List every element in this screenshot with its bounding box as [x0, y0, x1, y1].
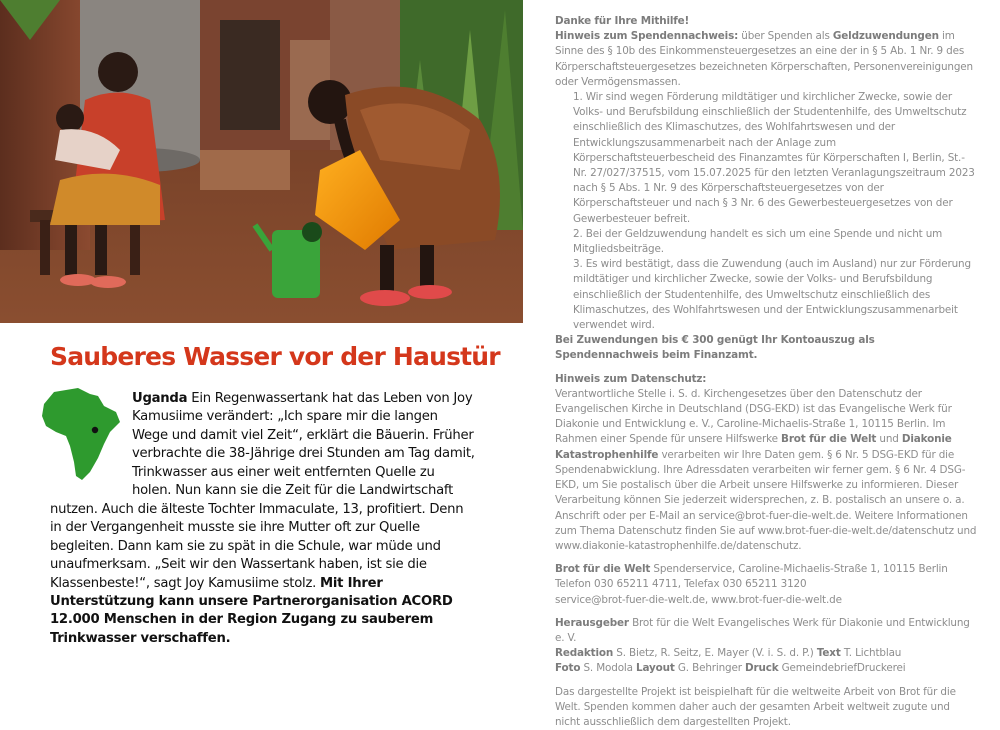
- headline: Sauberes Wasser vor der Haustür: [50, 342, 500, 371]
- service-web: service@brot-fuer-die-welt.de, www.brot-fuer-die-welt.de: [555, 593, 842, 606]
- privacy-text-1: Verantwortliche Stelle i. S. d. Kirchengesetzes über den Datenschutz der Evangelischen Kirche in Deutschland (DSG-EKD) ist das Evangelische Werk für Diakonie und Entwicklung e. V., Caroline-Michaelis-Straße 1, 10115 Berlin. Im Rahmen einer Spende für unsere Hilfswerke: [555, 387, 952, 446]
- privacy-bold-1: Brot für die Welt: [781, 433, 877, 446]
- photo-text: S. Modola: [583, 662, 633, 675]
- publisher-line: [555, 616, 977, 646]
- service-address: [555, 562, 977, 577]
- privacy-bold-2: Diakonie Katastrophenhilfe: [555, 433, 952, 461]
- service-bold: Brot für die Welt: [555, 563, 651, 576]
- donation-item-3: 3. Es wird bestätigt, dass die Zuwendung (auch im Ausland) nur zur Förderung mildtätiger und kirchlicher Zwecke, sowie der Volks- und Berufsbildung einschließlich der Studentenhilfe, des Umweltschutz einschließlich des Klimaschutzes, des Wohlfahrtswesen und der Entwicklungszusammenarbeit verwendet wird.: [573, 258, 971, 332]
- privacy-note: [555, 387, 977, 554]
- donation-item-1: 1. Wir sind wegen Förderung mildtätiger und kirchlicher Zwecke, sowie der Volks- und Berufsbildung einschließlich der Studentenhilfe, des Umweltschutz einschließlich des Klimaschutzes, des Wohlfahrtswesen und der Entwicklungszusammenarbeit nach der Anlage zum Körperschaftsteuerbescheid des Finanzamtes für Körperschaften I, Berlin, St.-Nr. 27/027/37515, vom 15.07.2025 für den letzten Veranlagungszeitraum 2023 nach § 5 Abs. 1 Nr. 9 des Körperschaftsteuergesetzes von der Körperschaftsteuer und nach § 3 Nr. 6 des Gewerbesteuergesetzes von der Gewerbesteuer befreit.: [573, 91, 975, 225]
- editor-line: [555, 646, 977, 661]
- story-body: Ein Regenwassertank hat das Leben von Joy Kamusiime verändert: „Ich spare mir die langen Wege und damit viel Zeit“, erklärt die Bäuerin. Früher verbrachte die 38-Jährige drei Stunden am Tag damit, Trinkwasser aus einer weit entfernten Quelle zu holen. Nun kann sie die Zeit für die Landwirtschaft nutzen. Auch die älteste Tochter Immaculate, 13, profitiert. Denn in der Vergangenheit musste sie ihre Mutter oft zur Quelle begleiten. Dann kam sie zu spät in die Schule, war müde und unaufmerksam. „Seit wir den Wassertank haben, ist sie die Klassenbeste!“, sagt Joy Kamusiime stolz.: [50, 391, 475, 591]
- kontoauszug-note: Bei Zuwendungen bis € 300 genügt Ihr Kontoauszug als Spendennachweis beim Finanzamt.: [555, 334, 875, 362]
- privacy-and: und: [879, 433, 899, 446]
- donation-text-2: im Sinne des § 10b des Einkommensteuergesetzes an eine der in § 5 Ab. 1 Nr. 9 des Körperschaftsteuergesetzes bezeichneten Körperschaften, Personenvereinigungen oder Vermögensmassen.: [555, 30, 973, 88]
- donation-text-1: über Spenden als: [741, 30, 830, 43]
- thanks-heading: Danke für Ihre Mithilfe!: [555, 15, 690, 27]
- photo-label: Foto: [555, 662, 581, 675]
- publisher-label: Herausgeber: [555, 616, 629, 629]
- credits-line: [555, 661, 977, 676]
- legal-column: [555, 14, 977, 730]
- story-text: [50, 390, 475, 648]
- donation-item-2: 2. Bei der Geldzuwendung handelt es sich um eine Spende und nicht um Mitgliedsbeiträge.: [573, 227, 943, 256]
- story-call-to-action: Mit Ihrer Unterstützung kann unsere Partnerorganisation ACORD 12.000 Menschen in der Region Zugang zu sauberem Trinkwasser verschaffen.: [50, 575, 453, 646]
- publisher-text: Brot für die Welt Evangelisches Werk für Diakonie und Entwicklung e. V.: [555, 616, 970, 644]
- textby-label: Text: [816, 647, 841, 660]
- print-text: GemeindebriefDruckerei: [781, 662, 906, 675]
- privacy-text-2: verarbeiten wir Ihre Daten gem. § 6 Nr. 5 DSG-EKD für die Spendenabwicklung. Ihre Adressdaten verarbeiten wir ferner gem. § 6 Nr. 4 DSG-EKD, um Sie postalisch über die Arbeit unsere Hilfswerke zu informieren. Dieser Verarbeitung können Sie jederzeit widersprechen, z. B. postalisch an unsere o. a. Anschrift oder per E-Mail an service@brot-fuer-die-welt.de. Weitere Informationen zum Thema Datenschutz finden Sie auf www.brot-fuer-die-welt.de/datenschutz und www.diakonie-katastrophenhilfe.de/datenschutz.: [555, 448, 977, 552]
- disclaimer: Das dargestellte Projekt ist beispielhaft für die weltweite Arbeit von Brot für die Welt. Spenden kommen daher auch der gesamten Arbeit weltweit zugute und nicht ausschließlich dem dargestellten Projekt.: [555, 685, 956, 728]
- layout-label: Layout: [636, 662, 675, 675]
- woman-watering-photo-illustration: [0, 0, 523, 323]
- service-phone: Telefon 030 65211 4711, Telefax 030 65211 3120: [555, 578, 807, 591]
- story-photo: [0, 0, 523, 323]
- editor-text: S. Bietz, R. Seitz, E. Mayer (V. i. S. d. P.): [616, 647, 814, 660]
- privacy-label: Hinweis zum Datenschutz:: [555, 372, 707, 385]
- layout-text: G. Behringer: [677, 662, 742, 675]
- service-text: Spenderservice, Caroline-Michaelis-Straße 1, 10115 Berlin: [653, 563, 948, 576]
- donation-label: Hinweis zum Spendennachweis:: [555, 30, 739, 43]
- donation-bold: Geldzuwendungen: [832, 30, 939, 43]
- textby-text: T. Lichtblau: [843, 647, 902, 660]
- donation-note: [555, 29, 977, 90]
- print-label: Druck: [745, 662, 779, 675]
- map-float-spacer: [50, 390, 132, 490]
- editor-label: Redaktion: [555, 647, 614, 660]
- country-label: Uganda: [132, 391, 188, 406]
